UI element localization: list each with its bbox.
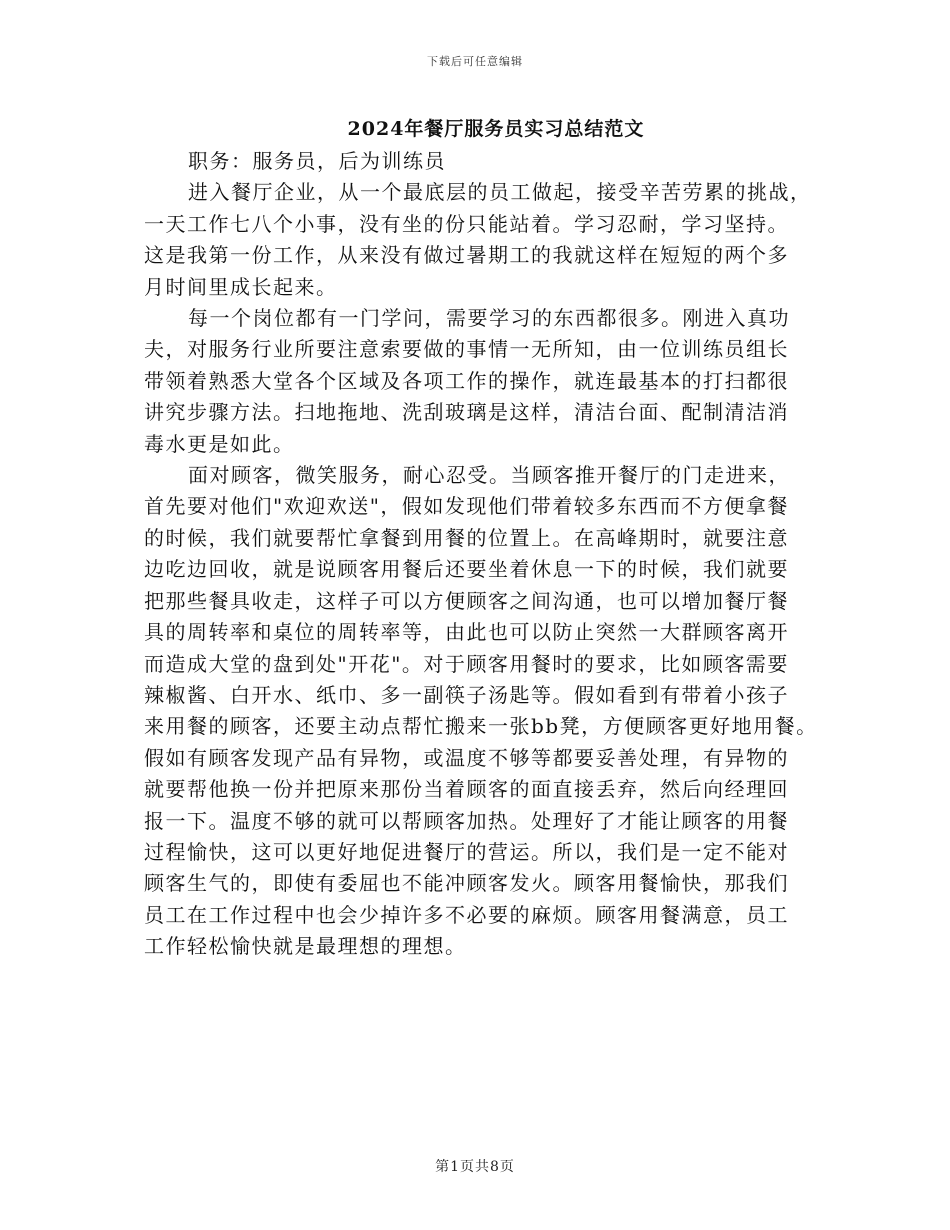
text-line: 毒水更是如此。 — [144, 431, 295, 456]
text-line: 一天工作七八个小事，没有坐的份只能站着。学习忍耐，学习坚持。 — [144, 211, 789, 236]
text-line: 来用餐的顾客，还要主动点帮忙搬来一张bb凳，方便顾客更好地用餐。 — [144, 714, 818, 739]
text-line: 月时间里成长起来。 — [144, 274, 338, 299]
paragraph-position — [144, 146, 819, 177]
page-number: 第1页共8页 — [435, 1159, 515, 1175]
text-line: 就要帮他换一份并把原来那份当着顾客的面直接丢弃，然后向经理回 — [144, 777, 789, 802]
paragraph-customer-service — [144, 460, 819, 963]
text-line: 边吃边回收，就是说顾客用餐后还要坐着休息一下的时候，我们就要 — [144, 557, 789, 582]
text-line: 报一下。温度不够的就可以帮顾客加热。处理好了才能让顾客的用餐 — [144, 808, 789, 833]
text-line: 面对顾客，微笑服务，耐心忍受。当顾客推开餐厅的门走进来， — [188, 463, 790, 488]
text-line: 讲究步骤方法。扫地拖地、洗刮玻璃是这样，清洁台面、配制清洁消 — [144, 400, 789, 425]
text-line: 带领着熟悉大堂各个区域及各项工作的操作，就连最基本的打扫都很 — [144, 368, 789, 393]
text-line: 辣椒酱、白开水、纸巾、多一副筷子汤匙等。假如看到有带着小孩子 — [144, 682, 789, 707]
text-line: 每一个岗位都有一门学问，需要学习的东西都很多。刚进入真功 — [188, 306, 790, 331]
text-line: 过程愉快，这可以更好地促进餐厅的营运。所以，我们是一定不能对 — [144, 839, 789, 864]
text-line: 顾客生气的，即使有委屈也不能冲顾客发火。顾客用餐愉快，那我们 — [144, 871, 789, 896]
text-line: 这是我第一份工作，从来没有做过暑期工的我就这样在短短的两个多 — [144, 243, 789, 268]
header-note: 下载后可任意编辑 — [427, 55, 523, 68]
paragraph-training — [144, 303, 819, 460]
text-line: 首先要对他们"欢迎欢送"，假如发现他们带着较多东西而不方便拿餐 — [144, 494, 789, 519]
document-title: 2024年餐厅服务员实习总结范文 — [347, 118, 645, 140]
paragraph-intro — [144, 177, 819, 303]
text-line: 进入餐厅企业，从一个最底层的员工做起，接受辛苦劳累的挑战， — [188, 180, 812, 205]
document-body — [144, 146, 819, 963]
text-line: 把那些餐具收走，这样子可以方便顾客之间沟通，也可以增加餐厅餐 — [144, 588, 789, 613]
text-line: 工作轻松愉快就是最理想的理想。 — [144, 934, 467, 959]
text-line: 而造成大堂的盘到处"开花"。对于顾客用餐时的要求，比如顾客需要 — [144, 651, 789, 676]
text-line: 夫，对服务行业所要注意索要做的事情一无所知，由一位训练员组长 — [144, 337, 789, 362]
text-line: 职务：服务员，后为训练员 — [188, 149, 446, 173]
text-line: 具的周转率和桌位的周转率等，由此也可以防止突然一大群顾客离开 — [144, 620, 789, 645]
text-line: 员工在工作过程中也会少掉许多不必要的麻烦。顾客用餐满意，员工 — [144, 902, 789, 927]
text-line: 假如有顾客发现产品有异物，或温度不够等都要妥善处理，有异物的 — [144, 745, 789, 770]
text-line: 的时候，我们就要帮忙拿餐到用餐的位置上。在高峰期时，就要注意 — [144, 525, 789, 550]
